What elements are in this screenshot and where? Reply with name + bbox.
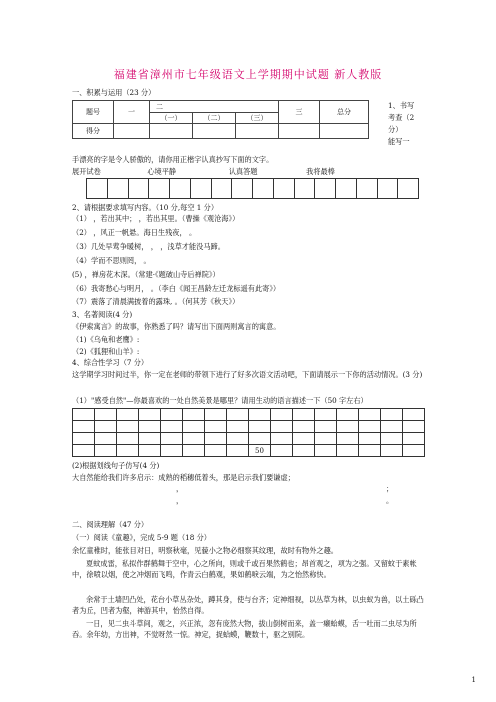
q4-answer-grid[interactable] xyxy=(72,408,425,457)
side-note-line: 考查（2 xyxy=(388,113,415,122)
grid-cell[interactable] xyxy=(87,179,108,199)
grid-cell[interactable] xyxy=(139,445,161,457)
reading-heading: （一）阅读《童趣》，完成 5-9 题（18 分） xyxy=(72,533,211,542)
grid-cell[interactable] xyxy=(161,409,183,421)
grid-cell[interactable] xyxy=(381,421,403,433)
grid-cell[interactable] xyxy=(403,409,425,421)
q2-line: （1） ，若出其中； ，若出其里。（曹操《观沧海》） xyxy=(72,214,240,223)
grid-cell[interactable] xyxy=(359,433,381,445)
score-header-tihao: 题号 xyxy=(73,101,114,124)
q3-line: （2)《狐狸和山羊》: xyxy=(72,347,140,356)
grid-cell[interactable] xyxy=(205,433,227,445)
reading-para: 一日，见二虫斗草间，观之，兴正浓，忽有庞然大物，拔山倒树而来，盖一癞蛤蟆，舌一吐而二虫尽为所吞。余年幼，方出神，不觉呀然一惊。神定，捉蛤蟆，鞭数十，驱之别院。 xyxy=(72,619,417,639)
grid-cell[interactable] xyxy=(139,409,161,421)
q2-line: （7）震落了清晨满披着的露珠, 。（何其芳《秋天》） xyxy=(72,297,240,306)
q4-1-prompt: （1）"感受自然"—你最喜欢的一处自然美景是哪里？请用生动的语言描述一下（50 字左右） xyxy=(72,396,368,405)
grid-cell[interactable] xyxy=(170,179,191,199)
grid-cell[interactable] xyxy=(95,445,117,457)
grid-cell[interactable] xyxy=(108,179,129,199)
score-sub-1: （一） xyxy=(150,113,193,124)
grid-cell[interactable] xyxy=(117,433,139,445)
q4-2-heading: (2)根据划线句子仿写(4 分) xyxy=(72,461,160,470)
q2-line: （6）我寄愁心与明月， 。（李白《闻王昌龄左迁龙标遥有此寄》） xyxy=(72,284,281,293)
side-note-line: 能写一 xyxy=(388,137,410,146)
grid-cell[interactable] xyxy=(337,409,359,421)
grid-cell[interactable] xyxy=(117,421,139,433)
q4-2-blank-comma: ， xyxy=(176,484,184,493)
grid-cell[interactable] xyxy=(381,445,403,457)
grid-cell[interactable] xyxy=(293,445,315,457)
q3-heading: 3、名著阅读(4 分) xyxy=(72,310,133,319)
reading-para: 余常于土墙凹凸处，花台小草丛杂处，蹲其身，使与台齐；定神细视，以丛草为林，以虫蚁为兽，以土砾凸者为丘，凹者为壑，神游其中，怡然自得。 xyxy=(72,595,424,615)
side-note-line: 分） xyxy=(388,125,403,134)
grid-cell[interactable] xyxy=(315,421,337,433)
q4-heading: 4、综合性学习（7 分） xyxy=(72,358,149,367)
grid-cell[interactable] xyxy=(73,409,95,421)
grid-cell[interactable] xyxy=(183,409,205,421)
score-cell xyxy=(279,124,320,139)
grid-cell[interactable] xyxy=(271,421,293,433)
grid-cell[interactable] xyxy=(337,421,359,433)
grid-cell[interactable] xyxy=(271,409,293,421)
q2-line: （4）学而不思则罔， 。 xyxy=(72,256,151,265)
q1-word: 我将最棒 xyxy=(306,167,335,176)
grid-cell[interactable] xyxy=(117,409,139,421)
grid-cell[interactable] xyxy=(227,421,249,433)
grid-cell-50-mark[interactable]: 50 xyxy=(249,445,271,457)
q1-word: 展开试卷 xyxy=(72,167,101,176)
grid-cell[interactable] xyxy=(403,421,425,433)
grid-cell[interactable] xyxy=(183,433,205,445)
grid-cell[interactable] xyxy=(398,179,419,199)
grid-cell[interactable] xyxy=(161,421,183,433)
grid-cell[interactable] xyxy=(336,179,357,199)
score-sub-3: （三） xyxy=(236,113,279,124)
score-sub-2: （二） xyxy=(193,113,236,124)
grid-cell[interactable] xyxy=(73,421,95,433)
grid-cell[interactable] xyxy=(359,445,381,457)
section-1-heading: 一、积累与运用（23 分） xyxy=(72,88,156,97)
q3-line: （1)《乌龟和老鹰》: xyxy=(72,335,140,344)
grid-cell[interactable] xyxy=(359,409,381,421)
score-header-san: 三 xyxy=(279,101,320,124)
grid-cell[interactable] xyxy=(359,421,381,433)
q1-writing-grid[interactable] xyxy=(86,178,419,199)
q2-line: (5) ，禅房花木深。（常建·《题破山寺后禅院》） xyxy=(72,270,220,279)
q4-2-blank1-end: ； xyxy=(386,484,394,493)
grid-cell[interactable] xyxy=(139,421,161,433)
grid-cell[interactable] xyxy=(73,433,95,445)
q4-2-blank-comma: ， xyxy=(176,496,184,505)
page-number: 1 xyxy=(471,676,476,684)
score-cell xyxy=(150,124,193,139)
grid-cell[interactable] xyxy=(149,179,170,199)
grid-cell[interactable] xyxy=(249,421,271,433)
grid-cell[interactable] xyxy=(337,445,359,457)
grid-cell[interactable] xyxy=(315,409,337,421)
grid-cell[interactable] xyxy=(191,179,212,199)
grid-cell[interactable] xyxy=(161,445,183,457)
grid-cell[interactable] xyxy=(161,433,183,445)
grid-cell[interactable] xyxy=(95,409,117,421)
grid-cell[interactable] xyxy=(73,445,95,457)
grid-cell[interactable] xyxy=(205,409,227,421)
grid-cell[interactable] xyxy=(271,445,293,457)
grid-cell[interactable] xyxy=(227,445,249,457)
grid-cell[interactable] xyxy=(212,179,233,199)
grid-cell[interactable] xyxy=(274,179,295,199)
score-table xyxy=(72,100,369,139)
grid-cell[interactable] xyxy=(271,433,293,445)
page-title: 福建省漳州市七年级语文上学期期中试题 新人教版 xyxy=(113,68,383,81)
grid-cell[interactable] xyxy=(293,421,315,433)
grid-cell[interactable] xyxy=(205,445,227,457)
grid-cell[interactable] xyxy=(183,421,205,433)
q2-line: （3）几处早莺争暖树， ， ，浅草才能没马蹄。 xyxy=(72,242,225,251)
q4-2-line: 大自然能给我们许多启示：成熟的稻穗低着头，那是启示我们要谦虚； xyxy=(72,473,295,482)
q1-word: 心境平静 xyxy=(147,167,177,176)
grid-cell[interactable] xyxy=(139,433,161,445)
grid-cell[interactable] xyxy=(293,433,315,445)
grid-cell[interactable] xyxy=(95,421,117,433)
grid-cell[interactable] xyxy=(227,409,249,421)
q4-intro: 这学期学习时间过半，你一定在老师的带领下进行了好多次语文活动吧，下面请展示一下你的活动情况。(3 分) xyxy=(72,370,423,379)
score-header-er: 二 xyxy=(150,101,279,113)
grid-cell[interactable] xyxy=(293,409,315,421)
grid-cell[interactable] xyxy=(403,445,425,457)
grid-cell[interactable] xyxy=(315,445,337,457)
section-2-heading: 二、阅读理解（47 分） xyxy=(72,520,149,529)
q1-words xyxy=(72,167,335,176)
grid-cell[interactable] xyxy=(357,179,378,199)
score-cell xyxy=(236,124,279,139)
q1-word: 认真答题 xyxy=(228,167,258,176)
grid-cell[interactable] xyxy=(183,445,205,457)
grid-cell[interactable] xyxy=(232,179,253,199)
score-header-yi: 一 xyxy=(114,101,150,124)
grid-cell[interactable] xyxy=(381,409,403,421)
score-cell xyxy=(193,124,236,139)
reading-para: 夏蚊成雷，私拟作群鹤舞于空中，心之所向，则或千或百果然鹤也；昂首观之，项为之强。又留蚊于素帐中，徐喷以烟，使之冲烟而飞鸣，作青云白鹤观，果如鹤唳云端，为之怡然称快。 xyxy=(72,559,417,579)
side-note-line: 1、书写 xyxy=(388,101,415,110)
q2-heading: 2、请根据要求填写内容。（10 分,每空 1 分） xyxy=(72,203,219,212)
score-header-total: 总分 xyxy=(320,101,369,124)
grid-cell[interactable] xyxy=(95,433,117,445)
reading-para: 余忆童稚时，能张目对日，明察秋毫，见藐小之物必细察其纹理，故时有物外之趣。 xyxy=(72,546,338,555)
q1-instruction: 手漂亮的字是令人骄傲的，请你用正楷字认真抄写下面的文字。 xyxy=(72,155,274,164)
grid-cell[interactable] xyxy=(205,421,227,433)
score-cell xyxy=(114,124,150,139)
grid-cell[interactable] xyxy=(337,433,359,445)
grid-cell[interactable] xyxy=(249,409,271,421)
grid-cell[interactable] xyxy=(227,433,249,445)
grid-cell[interactable] xyxy=(315,179,336,199)
grid-cell[interactable] xyxy=(253,179,274,199)
grid-cell[interactable] xyxy=(381,433,403,445)
grid-cell[interactable] xyxy=(249,433,271,445)
grid-cell[interactable] xyxy=(378,179,399,199)
grid-cell[interactable] xyxy=(295,179,316,199)
grid-cell[interactable] xyxy=(403,433,425,445)
q2-line: （2） ，风正一帆悬。海日生残夜， 。 xyxy=(72,228,197,237)
score-row-defen: 得分 xyxy=(73,124,114,139)
grid-cell[interactable] xyxy=(129,179,150,199)
side-note xyxy=(388,100,414,148)
q3-line: 《伊索寓言》的故事，你熟悉了吗？请写出下面两则寓言的寓意。 xyxy=(72,322,281,331)
grid-cell[interactable] xyxy=(315,433,337,445)
q4-2-blank2-end: 。 xyxy=(386,496,394,505)
score-cell xyxy=(320,124,369,139)
grid-cell[interactable] xyxy=(117,445,139,457)
